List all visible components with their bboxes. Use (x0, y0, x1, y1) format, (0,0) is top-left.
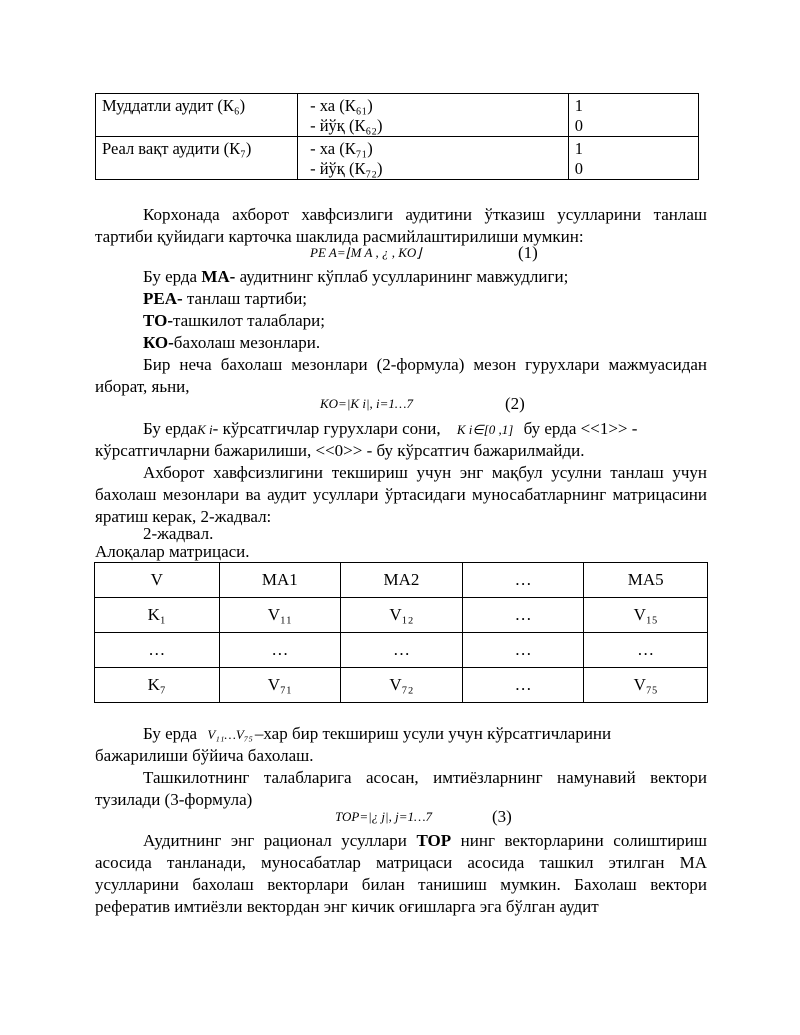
table-cell: V₇₁ (219, 668, 341, 703)
paragraph (95, 332, 707, 354)
table-cell: K₇ (95, 668, 220, 703)
text: Аудитнинг энг рационал усуллари (143, 831, 417, 850)
paragraph (95, 288, 707, 310)
table-cell: V₇₂ (341, 668, 463, 703)
table-cell (298, 94, 569, 137)
formula-number: (3) (492, 807, 512, 826)
relations-matrix-table (94, 562, 708, 703)
text: - кўрсатгичлар гурухлари сони, (212, 419, 441, 438)
table-row (96, 137, 699, 180)
bold-term: РЕА- (143, 289, 183, 308)
table-cell: K₁ (95, 598, 220, 633)
table-cell: … (462, 633, 584, 668)
table-cell: … (341, 633, 463, 668)
text: ташкилот талаблари; (173, 311, 326, 330)
table-cell: V₁₂ (341, 598, 463, 633)
table-cell (568, 137, 698, 180)
table-caption: 2-жадвал. (143, 524, 214, 543)
text: аудитнинг кўплаб усулларининг мавжудлиги; (235, 267, 569, 286)
paragraph: кўрсатгичларни бажарилиши, <<0>> - бу кўрсатгич бажарилмайди. (95, 441, 585, 460)
text: бу ерда <<1>> - (523, 419, 638, 438)
formula-number: (1) (518, 243, 538, 262)
bold-term: МА- (201, 267, 236, 286)
table-row (95, 598, 708, 633)
text: Бу ерда (143, 724, 198, 743)
value-text: 1 (574, 96, 583, 115)
option-text: - йўқ (К₇₂) (310, 159, 383, 178)
bold-term: ТОР (416, 831, 452, 850)
option-text: - йўқ (К₆₂) (310, 116, 383, 135)
paragraph: Бир неча бахолаш мезонлари (2-формула) мезон гурухлари мажмуасидан иборат, яьни, (95, 355, 707, 396)
header-cell: MA5 (584, 563, 708, 598)
table-header-row (95, 563, 708, 598)
formula-1: PE A=⌊M A , ¿ , KO⌋ (310, 245, 422, 260)
formula-3: TOP=|¿ j|, j=1…7 (335, 809, 433, 824)
header-cell: MA1 (219, 563, 341, 598)
table-row (96, 94, 699, 137)
formula-number: (2) (505, 394, 525, 413)
option-text: - ха (К₇₁) (310, 139, 373, 158)
formula-2: KO=|K i|, i=1…7 (320, 396, 413, 411)
header-cell: MA2 (341, 563, 463, 598)
text: Бу ерда (143, 267, 202, 286)
table-cell: V₁₁ (219, 598, 341, 633)
table-cell: Реал вақт аудити (К₇) (96, 137, 298, 180)
table-cell: V₁₅ (584, 598, 708, 633)
text: танлаш тартиби; (182, 289, 308, 308)
bold-term: КО- (143, 333, 174, 352)
text: бахолаш мезонлари. (173, 333, 321, 352)
bold-term: ТО- (143, 311, 173, 330)
table-cell: … (584, 633, 708, 668)
table-row (95, 633, 708, 668)
table-cell: V₇₅ (584, 668, 708, 703)
table-title: Алоқалар матрицаси. (95, 542, 250, 561)
paragraph: Корхонада ахборот хавфсизлиги аудитини ўтказиш усулларини танлаш тартиби қуйидаги карточка шаклида расмийлаштирилиши мумкин: (95, 205, 707, 246)
formula-inline: V₁₁…V₇₅ (207, 727, 253, 742)
header-cell: … (462, 563, 584, 598)
option-text: - ха (К₆₁) (310, 96, 373, 115)
criteria-table (95, 93, 699, 180)
paragraph (95, 418, 707, 441)
table-row (95, 668, 708, 703)
paragraph (95, 723, 707, 746)
paragraph: Ахборот хавфсизлигини текшириш учун энг мақбул усулни танлаш учун бахолаш мезонлари ва аудит усуллари ўртасидаги муносабатларнинг матрицасини яратиш керак, 2-жадвал: (95, 463, 707, 526)
text: –хар бир текшириш усули учун кўрсатгичларини (254, 724, 612, 743)
table-cell (298, 137, 569, 180)
table-cell: Муддатли аудит (К₆) (96, 94, 298, 137)
value-text: 0 (574, 116, 583, 135)
table-cell (568, 94, 698, 137)
paragraph: Ташкилотнинг талабларига асосан, имтиёзларнинг намунавий вектори тузилади (3-формула) (95, 768, 707, 809)
paragraph: бажарилиши бўйича бахолаш. (95, 746, 314, 765)
formula-inline: K i∈[0 ,1] (456, 422, 514, 437)
paragraph (95, 310, 707, 332)
value-text: 1 (574, 139, 583, 158)
text: нинг векторларини солиштириш асосида танланади, муносабатлар матрицаси асосида ташкил этилган МА усулларини бахолаш векторлари билан танишиш мумкин. Бахолаш вектори рефератив имтиёзли вектордан энг кичик оғишларга эга бўлган аудит (95, 831, 707, 916)
paragraph (95, 266, 707, 288)
formula-inline: K i (197, 422, 213, 437)
table-cell: … (462, 668, 584, 703)
value-text: 0 (574, 159, 583, 178)
table-cell: … (219, 633, 341, 668)
table-cell: … (95, 633, 220, 668)
paragraph (95, 830, 707, 918)
text: Бу ерда (143, 419, 198, 438)
table-cell: … (462, 598, 584, 633)
header-cell: V (95, 563, 220, 598)
